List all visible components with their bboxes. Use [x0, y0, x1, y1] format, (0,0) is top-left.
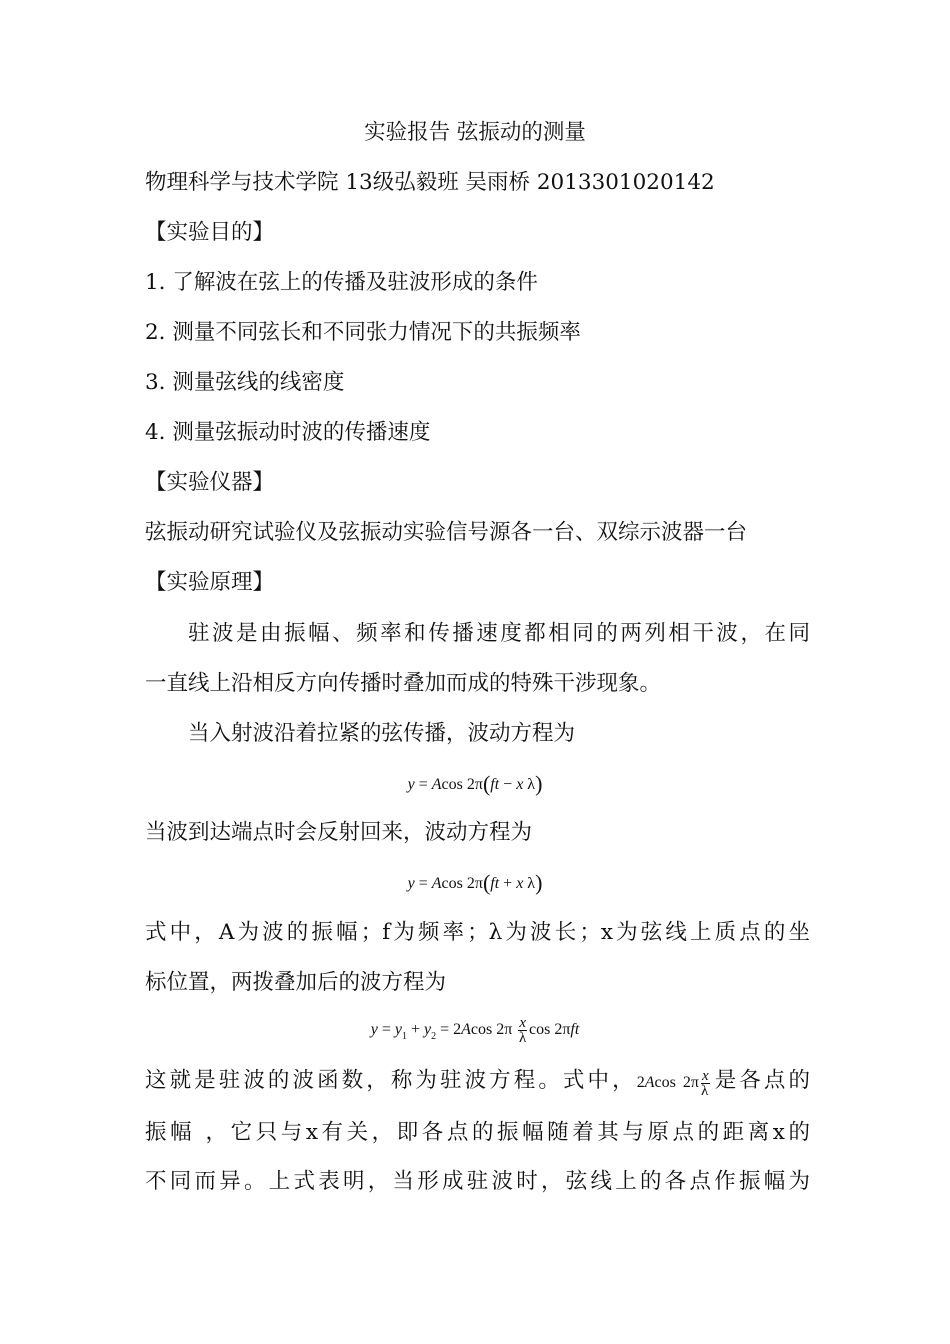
paragraph-5-text-b: 是各点的 [711, 1068, 810, 1093]
principle-paragraph-4-line-2: 标位置，两拨叠加后的波方程为 [145, 970, 447, 995]
formula-incident-wave: y = Acos 2π(ft − x λ) [407, 771, 543, 796]
purpose-heading: 【实验目的】 [145, 220, 275, 245]
page-title: 实验报告 弦振动的测量 [364, 120, 586, 145]
amplitude-expression: 2Acos 2π $\frac{x}{\lambda}$ [636, 1067, 709, 1099]
principle-paragraph-1-line-1: 驻波是由振幅、频率和传播速度都相同的两列相干波，在同 [188, 621, 810, 646]
formula-reflected-wave: y = Acos 2π(ft + x λ) [407, 870, 543, 895]
principle-paragraph-5-line-2: 振幅 ，它只与x有关，即各点的振幅随着其与原点的距离x的 [145, 1120, 810, 1145]
paragraph-5-text-a: 这就是驻波的波函数，称为驻波方程。式中， [145, 1068, 637, 1093]
purpose-item: 2. 测量不同弦长和不同张力情况下的共振频率 [145, 320, 581, 345]
purpose-item: 3. 测量弦线的线密度 [145, 370, 345, 395]
principle-paragraph-3: 当波到达端点时会反射回来，波动方程为 [145, 820, 533, 845]
apparatus-heading: 【实验仪器】 [145, 470, 275, 495]
purpose-item: 1. 了解波在弦上的传播及驻波形成的条件 [145, 270, 538, 295]
principle-paragraph-5-line-1 [145, 1066, 810, 1098]
principle-paragraph-1-line-2: 一直线上沿相反方向传播时叠加而成的特殊干涉现象。 [145, 671, 662, 696]
formula-standing-wave: $y = y_1 + y_2 = 2Acos$ 2π $\frac{x}{\lambda}$ cos 2πft [370, 1015, 580, 1046]
principle-paragraph-4-line-1: 式中，A为波的振幅；f为频率；λ为波长；x为弦线上质点的坐 [145, 920, 810, 945]
principle-heading: 【实验原理】 [145, 570, 275, 595]
principle-paragraph-2: 当入射波沿着拉紧的弦传播，波动方程为 [188, 721, 576, 746]
apparatus-text: 弦振动研究试验仪及弦振动实验信号源各一台、双综示波器一台 [145, 520, 748, 545]
purpose-item: 4. 测量弦振动时波的传播速度 [145, 420, 431, 445]
principle-paragraph-5-line-3: 不同而异。上式表明，当形成驻波时，弦线上的各点作振幅为 [145, 1169, 810, 1194]
author-line: 物理科学与技术学院 13级弘毅班 吴雨桥 2013301020142 [145, 170, 715, 195]
